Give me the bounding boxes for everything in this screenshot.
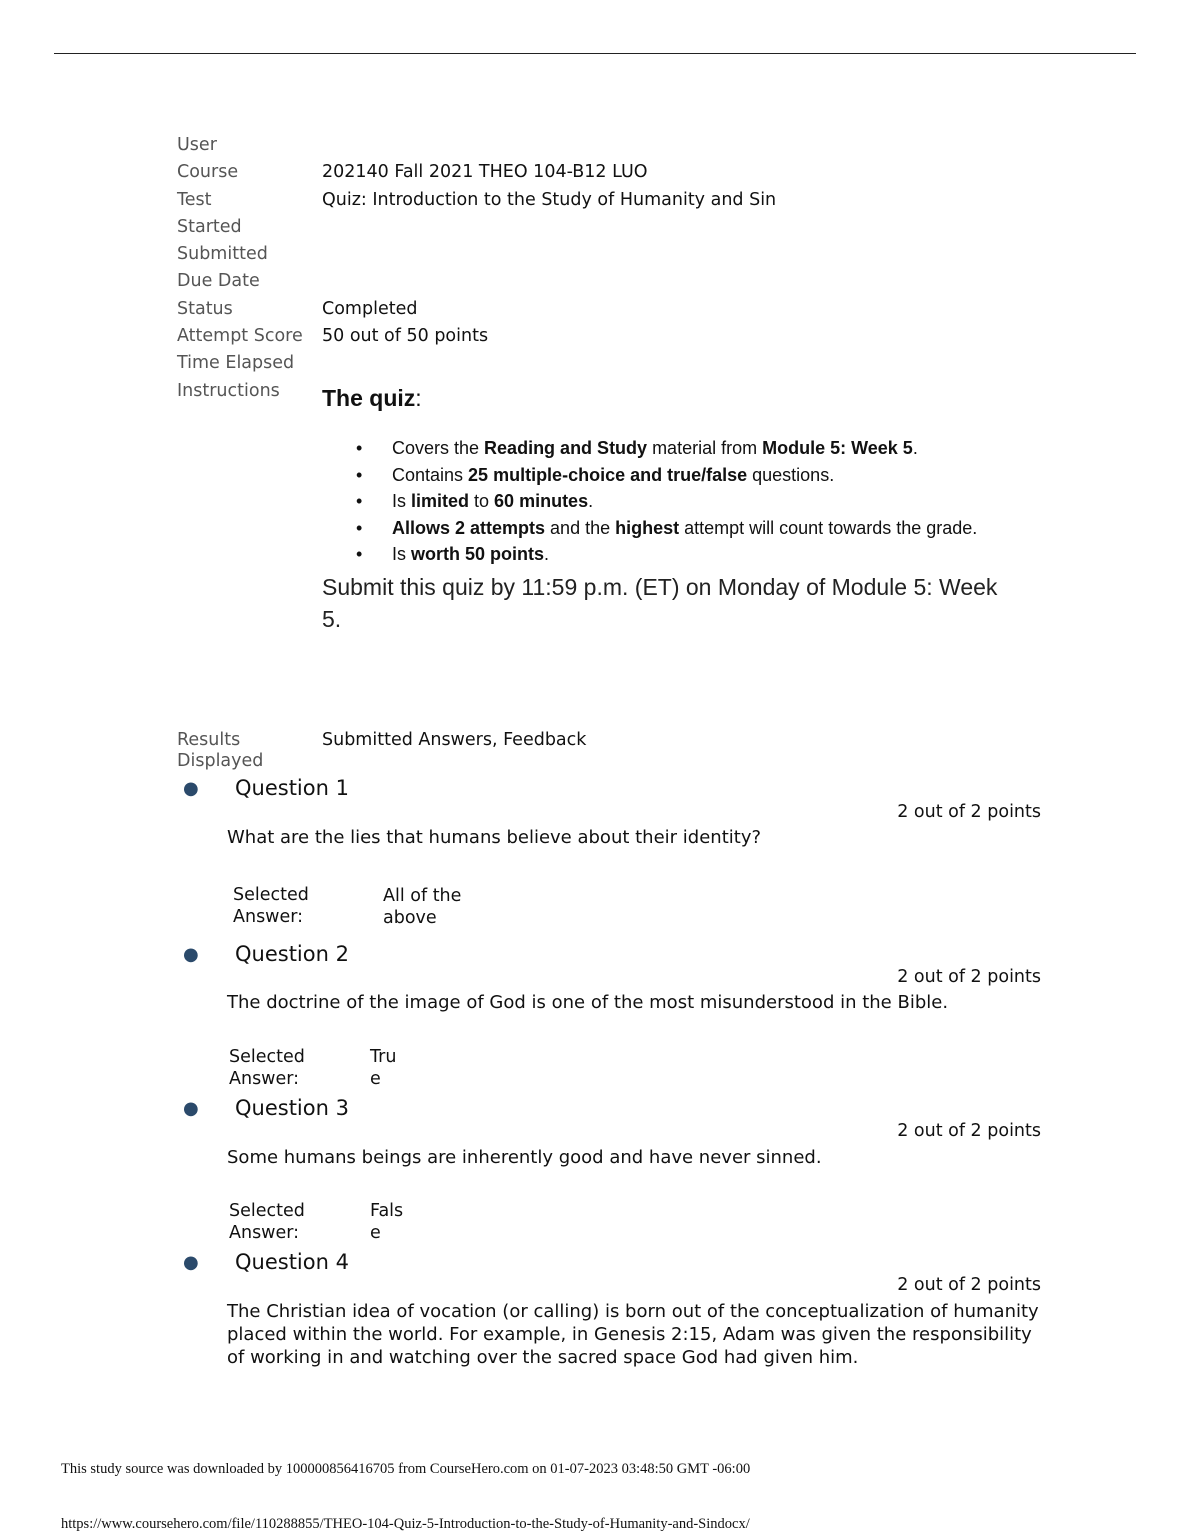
question-text: The doctrine of the image of God is one of the most misunderstood in the Bible. [227,992,949,1013]
instruction-item [322,436,1012,461]
question-4 [183,1250,1043,1400]
instruction-emphasis: 25 multiple-choice and true/false [468,464,748,485]
instruction-item [322,516,1012,541]
question-title: Question 4 [235,1250,349,1274]
meta-row-time-elapsed [177,350,1037,377]
instruction-item [322,542,1012,567]
meta-row-attempt-score [177,323,1037,350]
results-value: Submitted Answers, Feedback [322,730,587,750]
results-label: Results Displayed [177,730,264,771]
instructions-heading-bold: The quiz [322,385,416,411]
meta-label: User [177,135,217,155]
meta-label: Started [177,216,242,237]
meta-row-test [177,187,1037,214]
instruction-text: material from [647,438,763,458]
instruction-text: Is [392,491,412,511]
instruction-emphasis: worth 50 points [411,544,545,564]
instruction-emphasis: 60 minutes [494,491,589,511]
instruction-emphasis: highest [615,517,680,538]
instruction-text: attempt will count towards the grade. [679,517,978,538]
top-rule [54,53,1136,54]
instruction-emphasis: limited [411,491,470,511]
question-3 [183,1096,1043,1246]
instruction-text: . [912,438,918,458]
instruction-text: Is [392,544,412,564]
meta-label: Time Elapsed [177,353,295,374]
instruction-text: Covers the [392,438,485,458]
attempt-details [177,132,1037,405]
selected-answer-value: All of the above [383,886,462,928]
question-points: 2 out of 2 points [897,1275,1041,1295]
meta-row-due-date [177,268,1037,295]
meta-value: Completed [322,298,418,319]
instruction-text: Contains [392,464,469,485]
bullet-icon: ● [183,778,199,799]
meta-label: Instructions [177,380,280,401]
question-2 [183,942,1043,1092]
bullet-icon: ● [183,944,199,965]
meta-label: Due Date [177,271,260,292]
question-text: What are the lies that humans believe about their identity? [227,827,762,848]
selected-answer-value: False [370,1201,404,1243]
question-title: Question 1 [235,776,349,800]
instruction-item [322,489,1012,514]
instruction-emphasis: Module 5: Week 5 [762,438,913,458]
meta-row-course [177,159,1037,186]
instruction-emphasis: Allows 2 attempts [392,517,546,538]
source-url: https://www.coursehero.com/file/110288855/THEO-104-Quiz-5-Introduction-to-the-Study-of-Humanity-and-Sindocx/ [61,1516,750,1532]
selected-answer-label: Selected Answer: [233,885,309,927]
instruction-item [322,463,1012,488]
instruction-text: . [544,544,550,564]
instruction-text: . [588,491,594,511]
results-displayed-row [177,730,586,772]
meta-label: Submitted [177,244,268,265]
meta-value: 202140 Fall 2021 THEO 104-B12 LUO [322,162,648,183]
selected-answer-value: True [370,1047,397,1089]
meta-label: Attempt Score [177,326,303,347]
instruction-text: questions. [747,464,835,485]
bullet-icon: ● [183,1098,199,1119]
meta-row-submitted [177,241,1037,268]
question-points: 2 out of 2 points [897,1121,1041,1141]
question-text: Some humans beings are inherently good and have never sinned. [227,1147,822,1168]
meta-row-status [177,296,1037,323]
meta-row-started [177,214,1037,241]
meta-label: Test [177,189,212,210]
instructions-block [322,382,1012,635]
bullet-icon: ● [183,1252,199,1273]
question-points: 2 out of 2 points [897,802,1041,822]
instructions-heading [322,382,1012,414]
submit-deadline-note: Submit this quiz by 11:59 p.m. (ET) on Monday of Module 5: Week 5. [322,573,998,632]
instruction-text: and the [545,517,616,538]
question-title: Question 3 [235,1096,349,1120]
meta-value: 50 out of 50 points [322,326,489,347]
meta-value: Quiz: Introduction to the Study of Humanity and Sin [322,189,777,210]
meta-label: Course [177,162,239,183]
instruction-emphasis: Reading and Study [484,438,648,458]
question-title: Question 2 [235,942,349,966]
selected-answer-label: Selected Answer: [229,1201,305,1243]
download-source-notice: This study source was downloaded by 100000856416705 from CourseHero.com on 01-07-2023 03:48:50 GMT -06:00 [61,1461,751,1477]
instructions-heading-colon: : [415,385,422,411]
question-text: The Christian idea of vocation (or calling) is born out of the conceptualization of humanity placed within the world. For example, in Genesis 2:15, Adam was given the responsibility of working in and watching over the sacred space God had given him. [227,1301,1039,1368]
instruction-text: to [469,491,495,511]
meta-row-user [177,132,1037,159]
question-points: 2 out of 2 points [897,967,1041,987]
question-1 [183,776,1043,936]
selected-answer-label: Selected Answer: [229,1047,305,1089]
meta-label: Status [177,298,233,319]
instructions-list [322,436,1012,567]
